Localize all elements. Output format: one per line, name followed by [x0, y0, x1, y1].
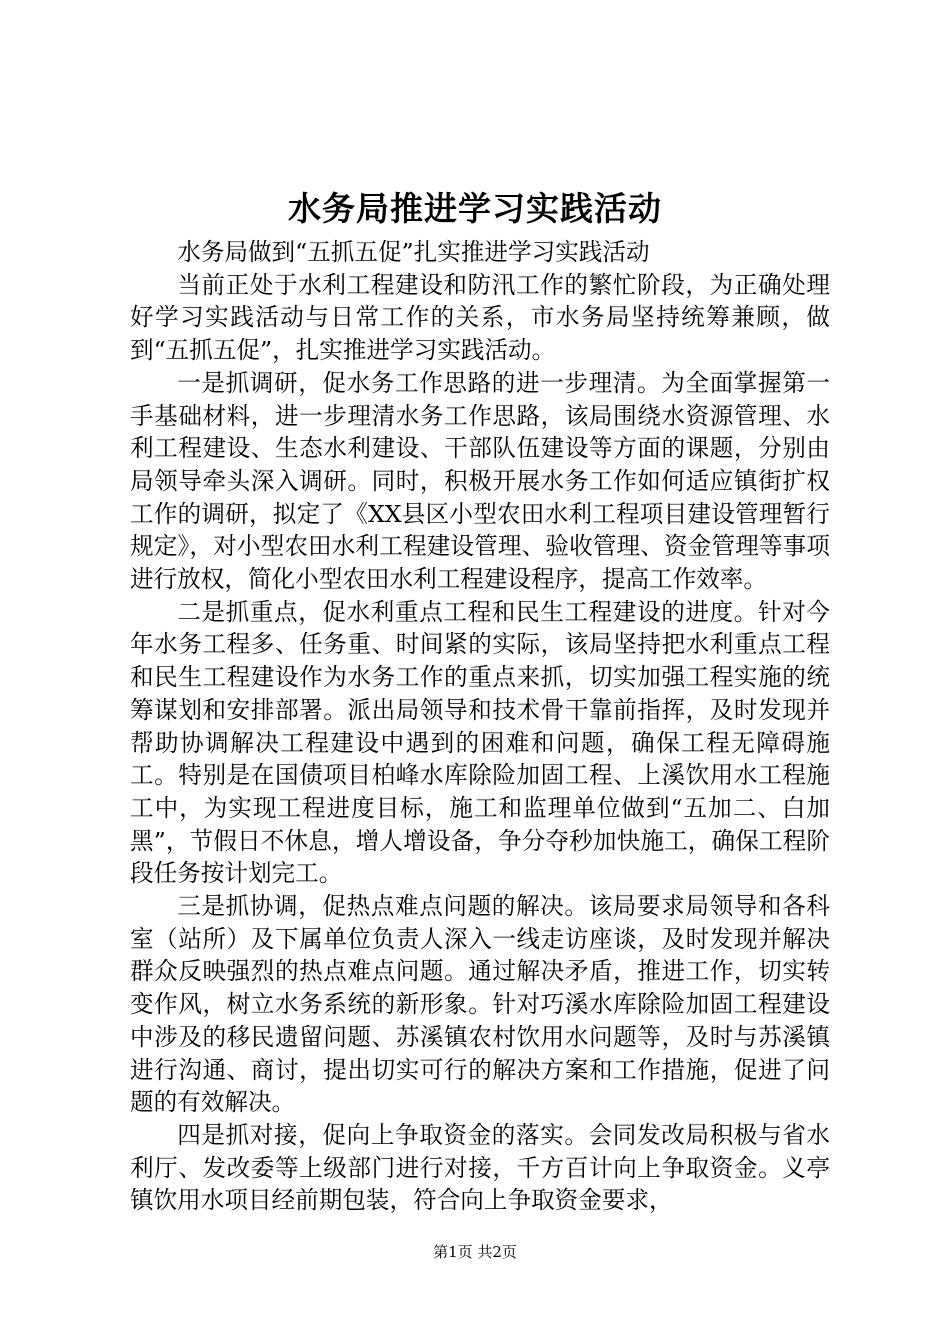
paragraph-subtitle: 水务局做到“五抓五促”扎实推进学习实践活动 — [177, 238, 650, 266]
paragraph-intro: 当前正处于水利工程建设和防汛工作的繁忙阶段，为正确处理好学习实践活动与日常工作的关系，市水务局坚持统筹兼顾，做到“五抓五促”，扎实推进学习实践活动。 — [130, 270, 830, 365]
document-body — [130, 236, 830, 1217]
document-title: 水务局推进学习实践活动 — [288, 189, 662, 228]
paragraph-point-3: 三是抓协调，促热点难点问题的解决。该局要求局领导和各科室（站所）及下属单位负责人深入一线走访座谈，及时发现并解决群众反映强烈的热点难点问题。通过解决矛盾，推进工作，切实转变作风，树立水务系统的新形象。针对巧溪水库除险加固工程建设中涉及的移民遗留问题、苏溪镇农村饮用水问题等，及时与苏溪镇进行沟通、商讨，提出切实可行的解决方案和工作措施，促进了问题的有效解决。 — [130, 892, 830, 1117]
paragraph-point-1: 一是抓调研，促水务工作思路的进一步理清。为全面掌握第一手基础材料，进一步理清水务工作思路，该局围绕水资源管理、水利工程建设、生态水利建设、干部队伍建设等方面的课题，分别由局领导牵头深入调研。同时，积极开展水务工作如何适应镇街扩权工作的调研，拟定了《XX县区小型农田水利工程项目建设管理暂行规定》，对小型农田水利工程建设管理、验收管理、资金管理等事项进行放权，简化小型农田水利工程建设程序，提高工作效率。 — [130, 368, 830, 594]
page-number-footer: 第1页 共2页 — [433, 1243, 517, 1261]
paragraph-point-2: 二是抓重点，促水利重点工程和民生工程建设的进度。针对今年水务工程多、任务重、时间紧的实际，该局坚持把水利重点工程和民生工程建设作为水务工作的重点来抓，切实加强工程实施的统筹谋划和安排部署。派出局领导和技术骨干靠前指挥，及时发现并帮助协调解决工程建设中遇到的困难和问题，确保工程无障碍施工。特别是在国债项目柏峰水库除险加固工程、上溪饮用水工程施工中，为实现工程进度目标，施工和监理单位做到“五加二、白加黑”，节假日不休息，增人增设备，争分夺秒加快施工，确保工程阶段任务按计划完工。 — [130, 597, 830, 888]
paragraph-point-4: 四是抓对接，促向上争取资金的落实。会同发改局积极与省水利厅、发改委等上级部门进行对接，千方百计向上争取资金。义亭镇饮用水项目经前期包装，符合向上争取资金要求， — [130, 1120, 830, 1215]
